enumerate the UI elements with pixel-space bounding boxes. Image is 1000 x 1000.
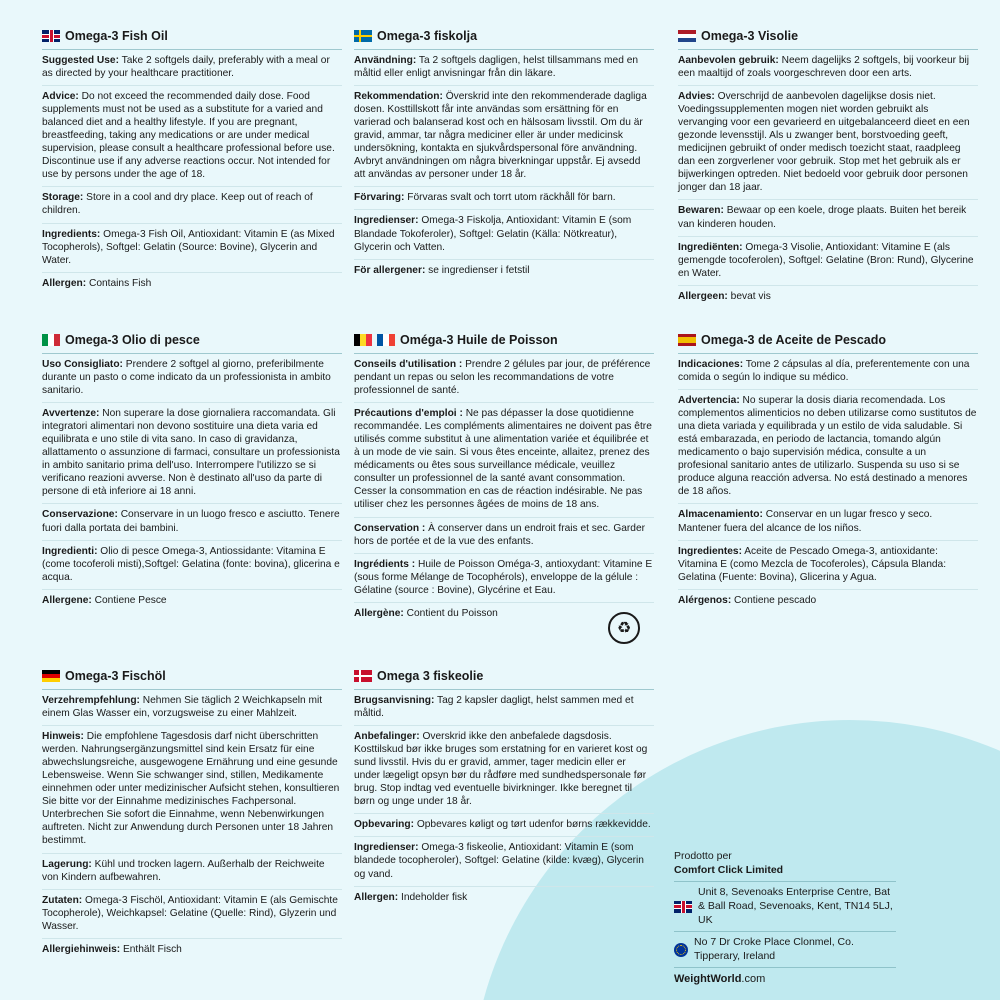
panel-section: Ingredientes: Aceite de Pescado Omega-3, antioxidante: Vitamina E (como Mezcla de Tocoferoles), Cápsula Blanda: Gelatina (Fuente: Bovina), Glicerina y Agua.	[678, 545, 978, 590]
panel-section: Rekommendation: Överskrid inte den rekommenderade dagliga dosen. Kosttillskott får inte användas som ersättning för en varierad och balanserad kost och en hälsosam livsstil. Om du är gravid, ammar, tar några mediciner eller är under medicinsk undersökning, kontakta en sjukvårdspersonal före användning. Avbryt användningen om några biverkningar uppstår. Ej avsedd att användas av personer under 18 år.	[354, 90, 654, 187]
panel-section: Anbefalinger: Overskrid ikke den anbefalede dagsdosis. Kosttilskud bør ikke bruges som erstatning for en varieret kost og sund livsstil. Hvis du er gravid, ammer, tager medicin eller er under lægeligt opsyn bør du rådføre med sundhedspersonale før brug. Stop indtag ved eventuelle bivirkninger. Ikke beregnet til børn og unge under 18 år.	[354, 730, 654, 814]
nl-flag-icon	[678, 30, 696, 42]
panel-sv	[354, 28, 654, 286]
panel-da	[354, 668, 654, 913]
panel-section: Användning: Ta 2 softgels dagligen, helst tillsammans med en måltid eller enligt anvisningar från din läkare.	[354, 54, 654, 86]
panel-section: Ingredienti: Olio di pesce Omega-3, Antiossidante: Vitamina E (come tocoferoli misti),Softgel: Gelatina (fonte: bovina), glicerina e acqua.	[42, 545, 342, 590]
panel-section: Bewaren: Bewaar op een koele, droge plaats. Buiten het bereik van kinderen houden.	[678, 204, 978, 236]
maker-intro: Prodotto per	[674, 850, 732, 862]
panel-title: Omega-3 Fish Oil	[42, 28, 342, 50]
panel-section: Ingredienser: Omega-3 fiskeolie, Antioxidant: Vitamin E (som blandede tocopheroler), Softgel: Gelatine (kilde: kvæg), Glycerin og vand.	[354, 841, 654, 886]
panel-section: Indicaciones: Tome 2 cápsulas al día, preferentemente con una comida o según lo indique su médico.	[678, 358, 978, 390]
se-flag-icon	[354, 30, 372, 42]
es-flag-icon	[678, 334, 696, 346]
panel-section: Ingredients: Omega-3 Fish Oil, Antioxidant: Vitamin E (as Mixed Tocopherols), Softgel: Gelatin (Source: Bovine), Glycerin and Water.	[42, 228, 342, 273]
panel-section: Allergen: Contains Fish	[42, 277, 152, 289]
panel-section: Ingrédients : Huile de Poisson Oméga-3, antioxydant: Vitamine E (sous forme Mélange de Tocophérols), enveloppe de la gélule : Gélatine (source : Bovine), Glycérine et Eau.	[354, 558, 654, 603]
panel-section: Advies: Overschrijd de aanbevolen dagelijkse dosis niet. Voedingssupplementen mogen niet worden gebruikt als vervanging voor een gevarieerd en uitgebalanceerd dieet en een gezonde levensstijl. Als u zwanger bent, borstvoeding geeft, medicijnen gebruikt of onder medisch toezicht staat, raadpleeg dan een zorgverlener voor gebruik. Stop met het gebruik als er bijwerkingen optreden. Niet bedoeld voor gebruik door personen jonger dan 18 jaar.	[678, 90, 978, 200]
it-flag-icon	[42, 334, 60, 346]
panel-section: Ingrediënten: Omega-3 Visolie, Antioxidant: Vitamine E (als gemengde tocoferolen), Softgel: Gelatine (Bron: Rund), Glycerine en Water.	[678, 241, 978, 286]
panel-section: Avvertenze: Non superare la dose giornaliera raccomandata. Gli integratori alimentari non devono sostituire una dieta varia ed equilibrata e uno stile di vita sano. In caso di gravidanza, allattamento o assunzione di farmaci, consultare un professionista in ambito sanitario prima dell'uso. Interrompere l'utilizzo se si verificano reazioni avverse. Non è destinato all'uso da parte di persone di età inferiore ai 18 anni.	[42, 407, 342, 504]
panel-nl	[678, 28, 978, 312]
uk-flag-icon	[42, 30, 60, 42]
panel-title: Omega-3 Fischöl	[42, 668, 342, 690]
maker-company: Comfort Click Limited	[674, 863, 784, 876]
panel-section: Storage: Store in a cool and dry place. Keep out of reach of children.	[42, 191, 342, 223]
panel-title: Omega-3 fiskolja	[354, 28, 654, 50]
panel-section: Hinweis: Die empfohlene Tagesdosis darf nicht überschritten werden. Nahrungsergänzungsmittel sind kein Ersatz für eine abwechslungsreiche, ausgewogene Ernährung und eine gesunde Lebensweise. Wenn Sie schwanger sind, stillen, Medikamente einnehmen oder unter medizinischer Aufsicht stehen, konsultieren Sie bitte vor der Einnahme medizinisches Fachpersonal. Unterbrechen Sie sofort die Einnahme, wenn Nebenwirkungen auftreten. Nicht zur Anwendung durch Personen unter 18 Jahren bestimmt.	[42, 730, 342, 853]
uk-flag-icon	[674, 901, 692, 913]
panel-section: Uso Consigliato: Prendere 2 softgel al giorno, preferibilmente durante un pasto o come indicato da un professionista in ambito sanitario.	[42, 358, 342, 403]
panel-section: Verzehrempfehlung: Nehmen Sie täglich 2 Weichkapseln mit einem Glas Wasser ein, vorzugsweise zu einer Mahlzeit.	[42, 694, 342, 726]
eu-flag-icon	[674, 943, 688, 957]
panel-it	[42, 332, 342, 616]
panel-section: Advice: Do not exceed the recommended daily dose. Food supplements must not be used as a substitute for a varied and balanced diet and a healthy lifestyle. If you are pregnant, breastfeeding, taking any medications or are under medical supervision, please consult a healthcare professional before use. Discontinue use if any adverse reactions occur. Not intended for use by persons under the age of 18.	[42, 90, 342, 187]
panel-section: Förvaring: Förvaras svalt och torrt utom räckhåll för barn.	[354, 191, 654, 210]
panel-section: Suggested Use: Take 2 softgels daily, preferably with a meal or as directed by your healthcare practitioner.	[42, 54, 342, 86]
panel-section: Aanbevolen gebruik: Neem dagelijks 2 softgels, bij voorkeur bij een maaltijd of zoals voorgeschreven door een arts.	[678, 54, 978, 86]
manufacturer-block	[674, 850, 896, 987]
ie-address: No 7 Dr Croke Place Clonmel, Co. Tipperary, Ireland	[694, 936, 854, 962]
ie-address-row	[674, 931, 896, 967]
panel-section: Advertencia: No superar la dosis diaria recomendada. Los complementos alimenticios no deben utilizarse como sustitutos de una dieta variada y equilibrada y un estilo de vida saludable. Si está embarazada, en periodo de lactancia, tomando algún medicamento o bajo supervisión médica, consulte a un profesional sanitario antes de utilizarlo. Suspenda su uso si se produce alguna reacción adversa. No está destinado a menores de 18 años.	[678, 394, 978, 504]
panel-section: Opbevaring: Opbevares køligt og tørt udenfor børns rækkevidde.	[354, 818, 654, 837]
panel-section: Précautions d'emploi : Ne pas dépasser la dose quotidienne recommandée. Les compléments alimentaires ne doivent pas être utilisés comme substitut à une alimentation variée et équilibrée et à un mode de vie sain. Si vous êtes enceinte, allaitez, prenez des médicaments ou êtes sous surveillance médicale, veuillez consulter un professionnel de la santé avant consommation. Cesser la consommation en cas de réaction indésirable. Ne pas utiliser chez les personnes âgées de moins de 18 ans.	[354, 407, 654, 517]
panel-section: Conseils d'utilisation : Prendre 2 gélules par jour, de préférence pendant un repas ou selon les recommandations de votre professionnel de santé.	[354, 358, 654, 403]
panel-section: Conservation : À conserver dans un endroit frais et sec. Garder hors de portée et de la vue des enfants.	[354, 522, 654, 554]
panel-section: Alérgenos: Contiene pescado	[678, 594, 817, 606]
panel-section: Allergiehinweis: Enthält Fisch	[42, 943, 182, 955]
panel-section: För allergener: se ingredienser i fetstil	[354, 264, 530, 276]
panel-section: Allergène: Contient du Poisson	[354, 607, 498, 619]
brand-name: WeightWorld.com	[674, 967, 896, 986]
panel-section: Allergeen: bevat vis	[678, 290, 771, 302]
de-flag-icon	[42, 670, 60, 682]
dk-flag-icon	[354, 670, 372, 682]
panel-section: Almacenamiento: Conservar en un lugar fresco y seco. Mantener fuera del alcance de los niños.	[678, 508, 978, 540]
panel-title: Omega-3 de Aceite de Pescado	[678, 332, 978, 354]
panel-title: Omega-3 Olio di pesce	[42, 332, 342, 354]
panel-section: Zutaten: Omega-3 Fischöl, Antioxidant: Vitamin E (als Gemischte Tocopherole), Weichkapsel: Gelatine (Quelle: Rind), Glyzerin und Wasser.	[42, 894, 342, 939]
panel-section: Ingredienser: Omega-3 Fiskolja, Antioxidant: Vitamin E (som Blandade Tokoferoler), Softgel: Gelatin (Källa: Nötkreatur), Glycerin och Vatten.	[354, 214, 654, 259]
panel-title: Omega-3 Visolie	[678, 28, 978, 50]
be-flag-icon	[354, 334, 372, 346]
recycling-person-icon: ♻	[608, 612, 640, 644]
panel-section: Conservazione: Conservare in un luogo fresco e asciutto. Tenere fuori dalla portata dei bambini.	[42, 508, 342, 540]
panel-en	[42, 28, 342, 299]
panel-section: Allergen: Indeholder fisk	[354, 891, 468, 903]
panel-fr	[354, 332, 654, 629]
panel-section: Brugsanvisning: Tag 2 kapsler dagligt, helst sammen med et måltid.	[354, 694, 654, 726]
panel-de	[42, 668, 342, 965]
panel-title: Omega 3 fiskeolie	[354, 668, 654, 690]
uk-address-row	[674, 881, 896, 931]
fr-flag-icon	[377, 334, 395, 346]
panel-section: Allergene: Contiene Pesce	[42, 594, 167, 606]
uk-address: Unit 8, Sevenoaks Enterprise Centre, Bat & Ball Road, Sevenoaks, Kent, TN14 5LJ, UK	[698, 886, 893, 926]
panel-es	[678, 332, 978, 616]
panel-title: Oméga-3 Huile de Poisson	[354, 332, 654, 354]
panel-section: Lagerung: Kühl und trocken lagern. Außerhalb der Reichweite von Kindern aufbewahren.	[42, 858, 342, 890]
